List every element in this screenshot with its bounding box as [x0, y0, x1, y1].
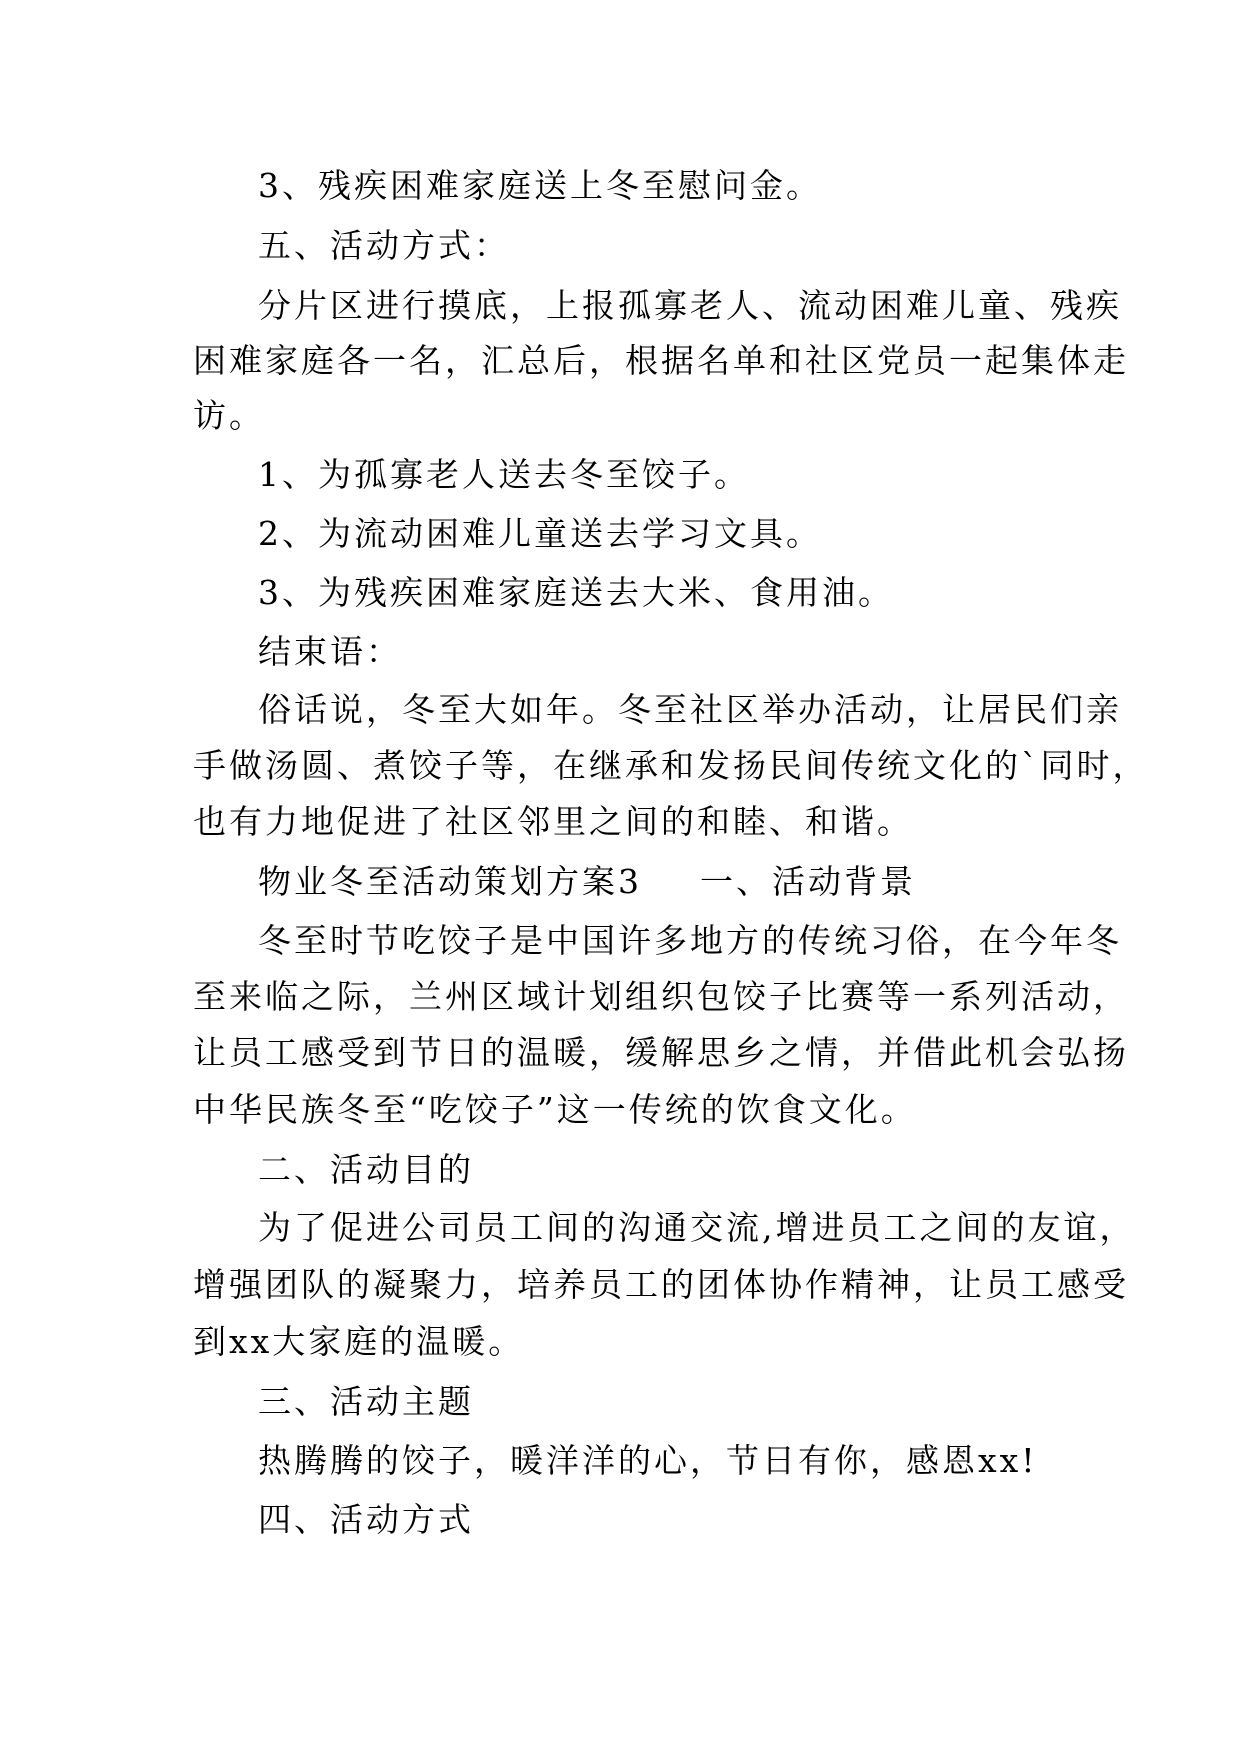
section-heading-purpose: 二、活动目的 — [258, 1150, 474, 1189]
list-item-3-condolence-money: 3、残疾困难家庭送上冬至慰问金。 — [258, 166, 822, 205]
paragraph-line: 困难家庭各一名，汇总后，根据名单和社区党员一起集体走 — [193, 341, 1129, 380]
list-item-1-dumplings: 1、为孤寡老人送去冬至饺子。 — [258, 455, 750, 494]
paragraph-line: 也有力地促进了社区邻里之间的和睦、和谐。 — [193, 802, 913, 841]
paragraph-line: 分片区进行摸底，上报孤寡老人、流动困难儿童、残疾 — [258, 286, 1122, 325]
paragraph-line: 访。 — [193, 396, 265, 435]
plan-title-line — [258, 862, 1138, 902]
section-heading-background: 一、活动背景 — [700, 862, 916, 901]
section-heading-conclusion: 结束语： — [258, 632, 402, 671]
section-heading-theme: 三、活动主题 — [258, 1382, 474, 1421]
paragraph-line: 到xx大家庭的温暖。 — [193, 1322, 525, 1361]
paragraph-line: 让员工感受到节日的温暖，缓解思乡之情，并借此机会弘扬 — [193, 1033, 1129, 1072]
theme-text: 热腾腾的饺子，暖洋洋的心，节日有你，感恩xx! — [258, 1441, 1038, 1480]
paragraph-line: 增强团队的凝聚力，培养员工的团体协作精神，让员工感受 — [193, 1265, 1129, 1304]
section-heading-activity-method: 五、活动方式： — [258, 226, 510, 265]
paragraph-line: 俗话说，冬至大如年。冬至社区举办活动，让居民们亲 — [258, 690, 1122, 729]
plan-title: 物业冬至活动策划方案3 — [258, 862, 642, 901]
list-item-2-stationery: 2、为流动困难儿童送去学习文具。 — [258, 514, 822, 553]
list-item-3-rice-oil: 3、为残疾困难家庭送去大米、食用油。 — [258, 573, 894, 612]
paragraph-line: 冬至时节吃饺子是中国许多地方的传统习俗，在今年冬 — [258, 921, 1122, 960]
section-heading-activity-method-2: 四、活动方式 — [258, 1500, 474, 1539]
paragraph-line: 中华民族冬至“吃饺子”这一传统的饮食文化。 — [193, 1090, 917, 1129]
paragraph-line: 为了促进公司员工间的沟通交流,增进员工之间的友谊， — [258, 1208, 1136, 1247]
paragraph-line: 至来临之际，兰州区域计划组织包饺子比赛等一系列活动， — [193, 977, 1129, 1016]
paragraph-line: 手做汤圆、煮饺子等，在继承和发扬民间传统文化的`同时， — [193, 746, 1149, 785]
